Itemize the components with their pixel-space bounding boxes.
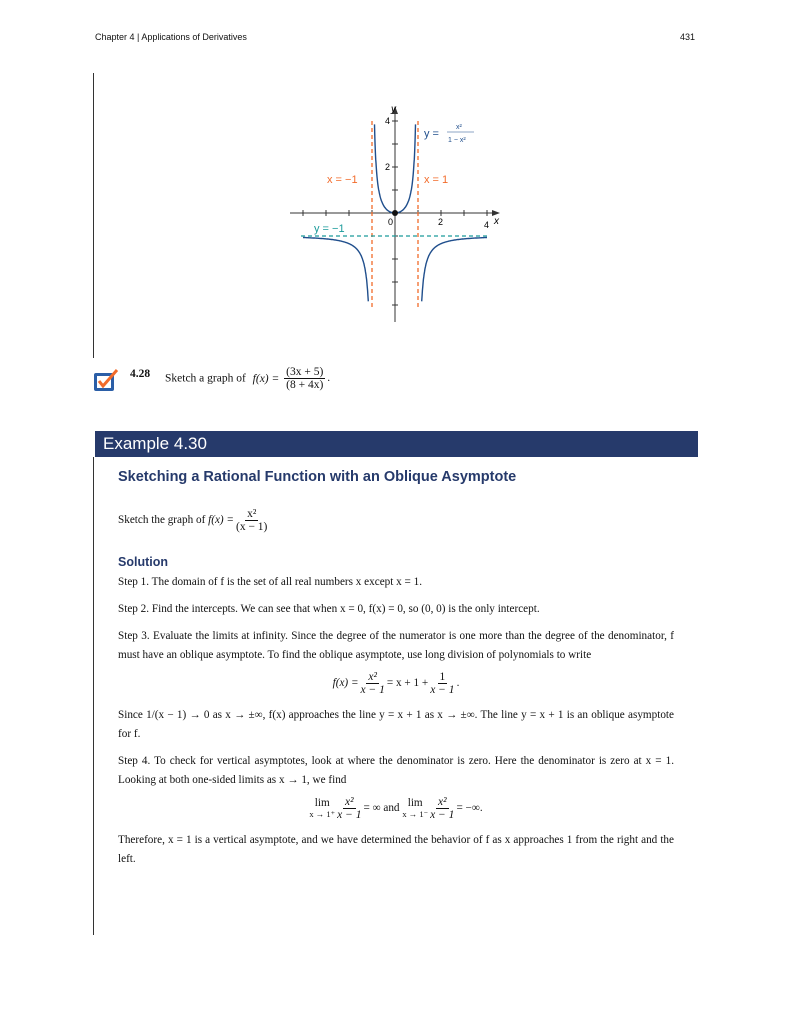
exercise-number: 4.28 bbox=[130, 368, 151, 380]
y-tick-2: 2 bbox=[385, 162, 391, 172]
prompt-den: (x − 1) bbox=[235, 521, 268, 533]
y-axis-label: y bbox=[391, 104, 396, 115]
x-axis-label: x bbox=[494, 216, 499, 227]
example-title: Sketching a Rational Function with an Oblique Asymptote bbox=[118, 469, 517, 485]
margin-rule bbox=[93, 457, 94, 935]
page: Chapter 4 | Applications of Derivatives 431 y x 0 2 4 2 4 x = −1 x = 1 y = −1 y = x² 1 − x² 4.28 Sketch a graph of f(x) = $\frac{(3x + 5)}{(8 + 4x)}$ . Example 4.30 Sketching a Rational Function with an Oblique Asymptote Sketch the graph of f(x) = $\frac{\text{x²}}{(x - 1)}$ Solution Step 1. The domain of f is the set of all real numbers x except x = 1. Step 2. Find the intercepts. We can see that when x = 0, f(x) = 0, so (0, 0) is the only intercept. Step 3. Evaluate the limits at infinity. Since the degree of the numerator is one more than the degree of the denominator, f must have an oblique asymptote. To find the oblique asymptote, use long division of polynomials to write f(x) = $\frac{\text{x²}}{x - 1}$ = x + 1 + $\frac{1}{x - 1}$ . Since 1/(x − 1) → 0 as x → ±∞, f(x) approaches the line y = x + 1 as x → ±∞. The line y = x + 1 is an oblique asymptote for f. Step 4. To check for vertical asymptotes, look at where the denominator is zero. Here the denominator is zero at x = 1. Looking at both one-sided limits as x → 1, we find lim x → 1⁺ $\frac{\text{x²}}{x - 1}$ = ∞ and lim x → 1⁻ $\frac{\text{x²}}{x - 1}$ = −∞. Therefore, x = 1 is a vertical asymptote, and we have determined the behavior of f as x approaches 1 from the right and the left. bbox=[0, 0, 791, 1024]
exercise-text: Sketch a graph of bbox=[165, 372, 246, 385]
solution-heading: Solution bbox=[118, 555, 168, 569]
function-graph bbox=[0, 0, 791, 340]
prompt-text: Sketch the graph of bbox=[118, 514, 206, 527]
curve-label-num: x² bbox=[456, 124, 462, 131]
exercise-lhs: f(x) = bbox=[252, 372, 280, 385]
curve-left bbox=[303, 238, 368, 302]
x-tick-2: 2 bbox=[438, 217, 444, 227]
asymptote-label-left: x = −1 bbox=[327, 174, 358, 186]
asymptote-label-horizontal: y = −1 bbox=[314, 223, 345, 235]
x-tick-4: 4 bbox=[484, 220, 490, 230]
step-2: Step 2. Find the intercepts. We can see that when x = 0, f(x) = 0, so (0, 0) is the only intercept. bbox=[118, 603, 540, 615]
conclusion: Therefore, x = 1 is a vertical asymptote, and we have determined the behavior of f as x approaches 1 from the right and the left. bbox=[118, 834, 674, 865]
example-body bbox=[118, 508, 674, 877]
step-4: Step 4. To check for vertical asymptotes, look at where the denominator is zero. Here the denominator is zero at x = 1. Looking at both one-sided limits as x → 1, we find bbox=[118, 755, 674, 786]
prompt-lhs: f(x) = bbox=[208, 514, 234, 527]
running-header: Chapter 4 | Applications of Derivatives bbox=[95, 32, 247, 42]
equation-limits: lim x → 1⁺ $\frac{\text{x²}}{x - 1}$ = ∞ and lim x → 1⁻ $\frac{\text{x²}}{x - 1}$ = −∞. bbox=[309, 796, 483, 821]
step-3: Step 3. Evaluate the limits at infinity. Since the degree of the numerator is one more than the degree of the denominator, f must have an oblique asymptote. To find the oblique asymptote, use long division of polynomials to write bbox=[118, 630, 674, 661]
example-banner: Example 4.30 bbox=[95, 431, 698, 457]
origin-point bbox=[392, 210, 398, 216]
page-number: 431 bbox=[680, 32, 696, 42]
exercise-denominator: (8 + 4x) bbox=[286, 379, 324, 391]
curve-right bbox=[422, 238, 487, 302]
equation-long-division: f(x) = $\frac{\text{x²}}{x - 1}$ = x + 1 + $\frac{1}{x - 1}$ . bbox=[332, 671, 460, 696]
curve-label: y = bbox=[424, 128, 439, 140]
origin-label: 0 bbox=[388, 217, 394, 227]
asymptote-label-right: x = 1 bbox=[424, 174, 449, 186]
prompt-num: x² bbox=[247, 508, 257, 520]
curve-label-den: 1 − x² bbox=[448, 137, 466, 144]
y-tick-4: 4 bbox=[385, 116, 391, 126]
step-1: Step 1. The domain of f is the set of all real numbers x except x = 1. bbox=[118, 576, 423, 588]
checkpoint-icon bbox=[93, 368, 119, 392]
exercise-numerator: (3x + 5) bbox=[286, 366, 324, 378]
step-3-continued: Since 1/(x − 1) → 0 as x → ±∞, f(x) approaches the line y = x + 1 as x → ±∞. The line y = x + 1 is an oblique asymptote for f. bbox=[118, 709, 674, 740]
